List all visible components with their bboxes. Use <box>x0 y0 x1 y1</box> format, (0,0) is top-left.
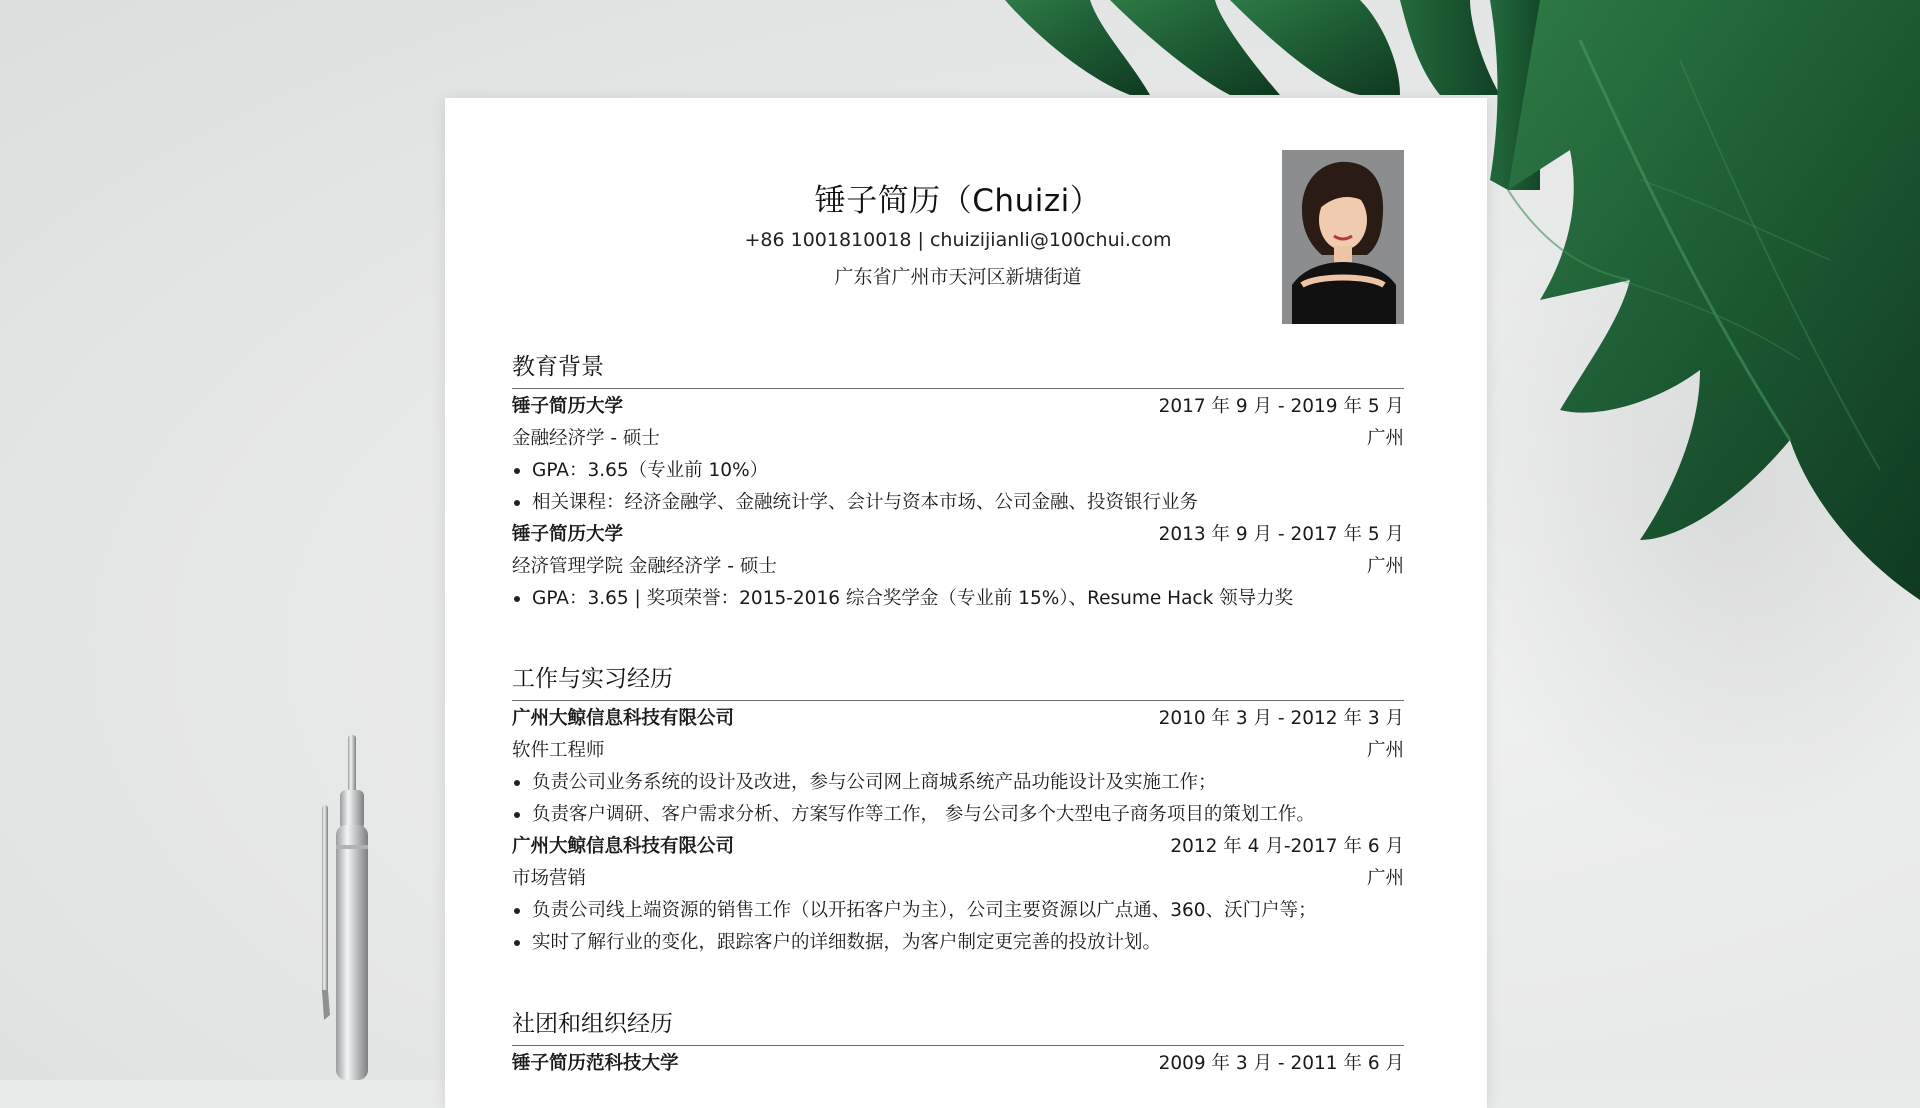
resume-header <box>512 98 1404 298</box>
entry-organization: 广州大鲸信息科技有限公司 <box>512 708 735 729</box>
resume-contact: +86 1001810018 | chuizijianli@100chui.com <box>744 229 1172 251</box>
entry-location: 广州 <box>1366 868 1404 889</box>
resume-content <box>512 98 1404 1108</box>
resume-name: 锤子简历（Chuizi） <box>814 183 1102 219</box>
entry-organization: 锤子简历范科技大学 <box>512 1053 679 1074</box>
entry-header <box>512 389 1404 421</box>
entry-bullet: GPA：3.65（专业前 10%） <box>512 453 1404 485</box>
ballpoint-pen-decoration <box>300 735 390 1080</box>
entry-location: 广州 <box>1366 428 1404 449</box>
entry-bullet: 负责公司线上端资源的销售工作（以开拓客户为主），公司主要资源以广点通、360、沃门户等； <box>512 893 1404 925</box>
education-entry <box>512 389 1404 517</box>
entry-role: 市场营销 <box>512 868 587 889</box>
entry-organization: 锤子简历大学 <box>512 396 624 417</box>
entry-role: 软件工程师 <box>512 740 605 761</box>
entry-header <box>512 1046 1404 1078</box>
entry-subheader <box>512 421 1404 453</box>
entry-header <box>512 517 1404 549</box>
section-title-clubs: 社团和组织经历 <box>512 1005 1404 1046</box>
work-entry <box>512 829 1404 957</box>
entry-date: 2013 年 9 月 - 2017 年 5 月 <box>1158 524 1404 545</box>
section-work <box>512 660 1404 957</box>
section-education <box>512 348 1404 613</box>
entry-location: 广州 <box>1366 556 1404 577</box>
resume-address: 广东省广州市天河区新塘街道 <box>834 266 1082 288</box>
entry-subheader <box>512 549 1404 581</box>
entry-role: 金融经济学 - 硕士 <box>512 428 660 449</box>
portrait-icon <box>1282 150 1404 324</box>
entry-header <box>512 829 1404 861</box>
entry-header <box>512 701 1404 733</box>
entry-bullet: 负责公司业务系统的设计及改进，参与公司网上商城系统产品功能设计及实施工作； <box>512 765 1404 797</box>
entry-role: 经济管理学院 金融经济学 - 硕士 <box>512 556 777 577</box>
entry-bullet: 相关课程：经济金融学、金融统计学、会计与资本市场、公司金融、投资银行业务 <box>512 485 1404 517</box>
entry-date: 2012 年 4 月-2017 年 6 月 <box>1170 836 1404 857</box>
education-entry <box>512 517 1404 613</box>
entry-bullet: GPA：3.65 | 奖项荣誉：2015-2016 综合奖学金（专业前 15%）、Resume Hack 领导力奖 <box>512 581 1404 613</box>
entry-organization: 锤子简历大学 <box>512 524 624 545</box>
section-title-education: 教育背景 <box>512 348 1404 389</box>
entry-bullet: 负责客户调研、客户需求分析、方案写作等工作， 参与公司多个大型电子商务项目的策划工作。 <box>512 797 1404 829</box>
entry-date: 2009 年 3 月 - 2011 年 6 月 <box>1158 1053 1404 1074</box>
entry-date: 2017 年 9 月 - 2019 年 5 月 <box>1158 396 1404 417</box>
work-entry <box>512 701 1404 829</box>
club-entry <box>512 1046 1404 1078</box>
entry-subheader <box>512 733 1404 765</box>
entry-organization: 广州大鲸信息科技有限公司 <box>512 836 735 857</box>
entry-location: 广州 <box>1366 740 1404 761</box>
profile-photo <box>1282 150 1404 324</box>
entry-bullet: 实时了解行业的变化，跟踪客户的详细数据，为客户制定更完善的投放计划。 <box>512 925 1404 957</box>
entry-subheader <box>512 861 1404 893</box>
entry-date: 2010 年 3 月 - 2012 年 3 月 <box>1158 708 1404 729</box>
resume-paper <box>445 98 1487 1108</box>
section-title-work: 工作与实习经历 <box>512 660 1404 701</box>
section-clubs <box>512 1005 1404 1078</box>
